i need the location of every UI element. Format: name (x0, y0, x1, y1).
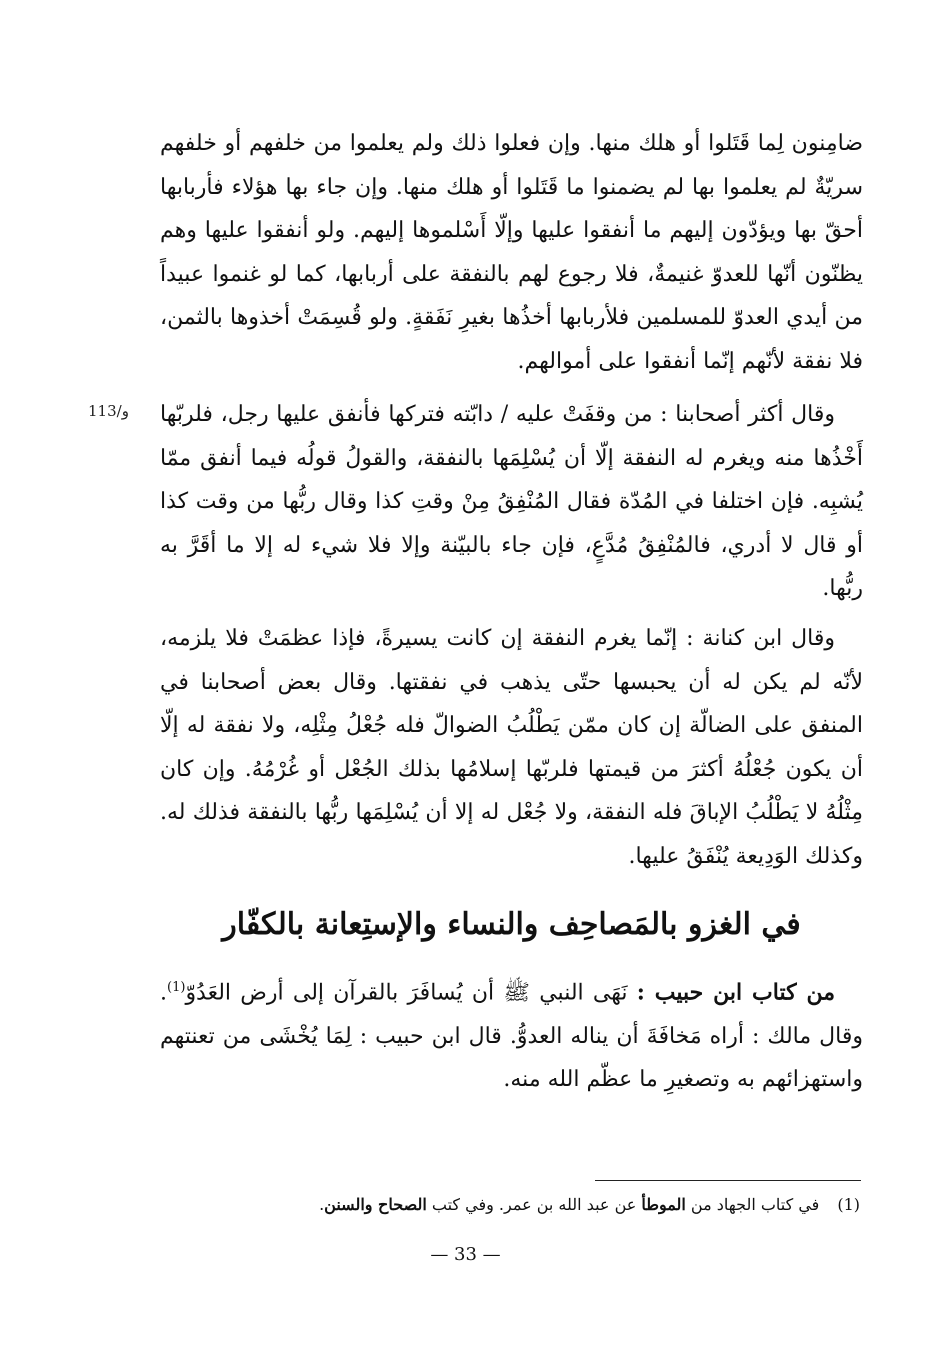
paragraph-4-part1: نَهَى النبي ﷺ أن يُسافَرَ بالقرآن إلى أرض العَدُوّ (185, 980, 637, 1006)
paragraph-4-lead: من كتاب ابن حبيب : (636, 979, 835, 1006)
footnote-text-a: في كتاب الجهاد من (685, 1195, 820, 1214)
footnote-text-b: الموطأ (641, 1195, 686, 1214)
paragraph-3: وقال ابن كنانة : إنّما يغرم النفقة إن كانت يسيرةً، فإذا عظمَتْ فلا يلزمه، لأنّه لم يكن له أن يحبسها حتّى يذهب في نفقتها. وقال بعض أصحابنا في المنفق على الضالّة إن كان ممّن يَطْلُبُ الضوالّ فله جُعْلُ مِثْلِه، ولا نفقة له إلّا أن يكون جُعْلُهُ أكثرَ من قيمتها فلربّها إسلامُها بذلك الجُعْل أو غُرْمُهُ. وإن كان مِثْلُهُ لا يَطْلُبُ الإباقَ فله النفقة، ولا جُعْل له إلا أن يُسْلِمَها ربُّها بالنفقة فذلك له. وكذلك الوَدِيعة يُنْفَقُ عليها. (160, 626, 863, 869)
footnote (200, 1190, 860, 1220)
footnote-text-e: . (319, 1195, 325, 1214)
paragraph-4 (160, 966, 863, 1102)
footnote-text-d: الصحاح والسنن (324, 1195, 427, 1214)
margin-folio-reference: 113/و (88, 402, 129, 420)
section-heading: في الغزو بالمَصاحِف والنساء والإستِعانة بالكفّار (222, 907, 801, 942)
footnote-number: (1) (837, 1195, 860, 1214)
paragraph-2: وقال أكثر أصحابنا : من وقفَتْ عليه / دابّته فتركها فأنفق عليها رجل، فلربّها أَخْذُها منه ويغرم له النفقة إلّا أن يُسْلِمَها بالنفقة، والقولُ قولُه فيما أنفق ممّا يُشبِه. فإن اختلفا في المُدّة فقال المُنْفِقُ مِنْ وقتِ كذا وقال ربُّها من وقت كذا أو قال لا أدري، فالمُنْفِقُ مُدَّعٍ، فإن جاء بالبيّنة وإلا فلا شيء له إلا ما أقَرَّ به ربُّها. (160, 402, 863, 601)
page-number: — 33 — (430, 1244, 501, 1265)
footnote-reference: (1) (167, 980, 186, 995)
footnote-divider (595, 1180, 861, 1181)
paragraph-1: ضامِنون لِما قَتَلوا أو هلك منها. وإن فعلوا ذلك ولم يعلموا من خلفهم أو خلفهم سريّةٌ لم يعلموا بها لم يضمنوا ما قَتَلوا أو هلك منها. وإن جاء بها هؤلاء فأربابها أحقّ بها ويؤدّون إليهم ما أنفقوا عليها وإلّا أَسْلموها إليهم. ولو أنفقوا عليها وهم يظنّون أنّها للعدوّ غنيمةٌ، فلا رجوع لهم بالنفقة على أربابها، كما لو غنموا عبيداً من أيدي العدوّ للمسلمين فلأربابها أخذُها بغيرِ نَفَقةٍ. ولو قُسِمَتْ أخذوها بالثمن، فلا نفقة لأنّهم إنّما أنفقوا على أموالهم. (160, 131, 863, 374)
footnote-text-c: عن عبد الله بن عمر. وفي كتب (426, 1195, 642, 1214)
paragraph-4-part2: . وقال مالك : أراه مَخافَةَ أن يناله العدوُّ. قال ابن حبيب : لِمَا يُخْشَى من تعنتهم واستهزائهم به وتصغيرِ ما عظّم الله منه. (160, 980, 863, 1093)
